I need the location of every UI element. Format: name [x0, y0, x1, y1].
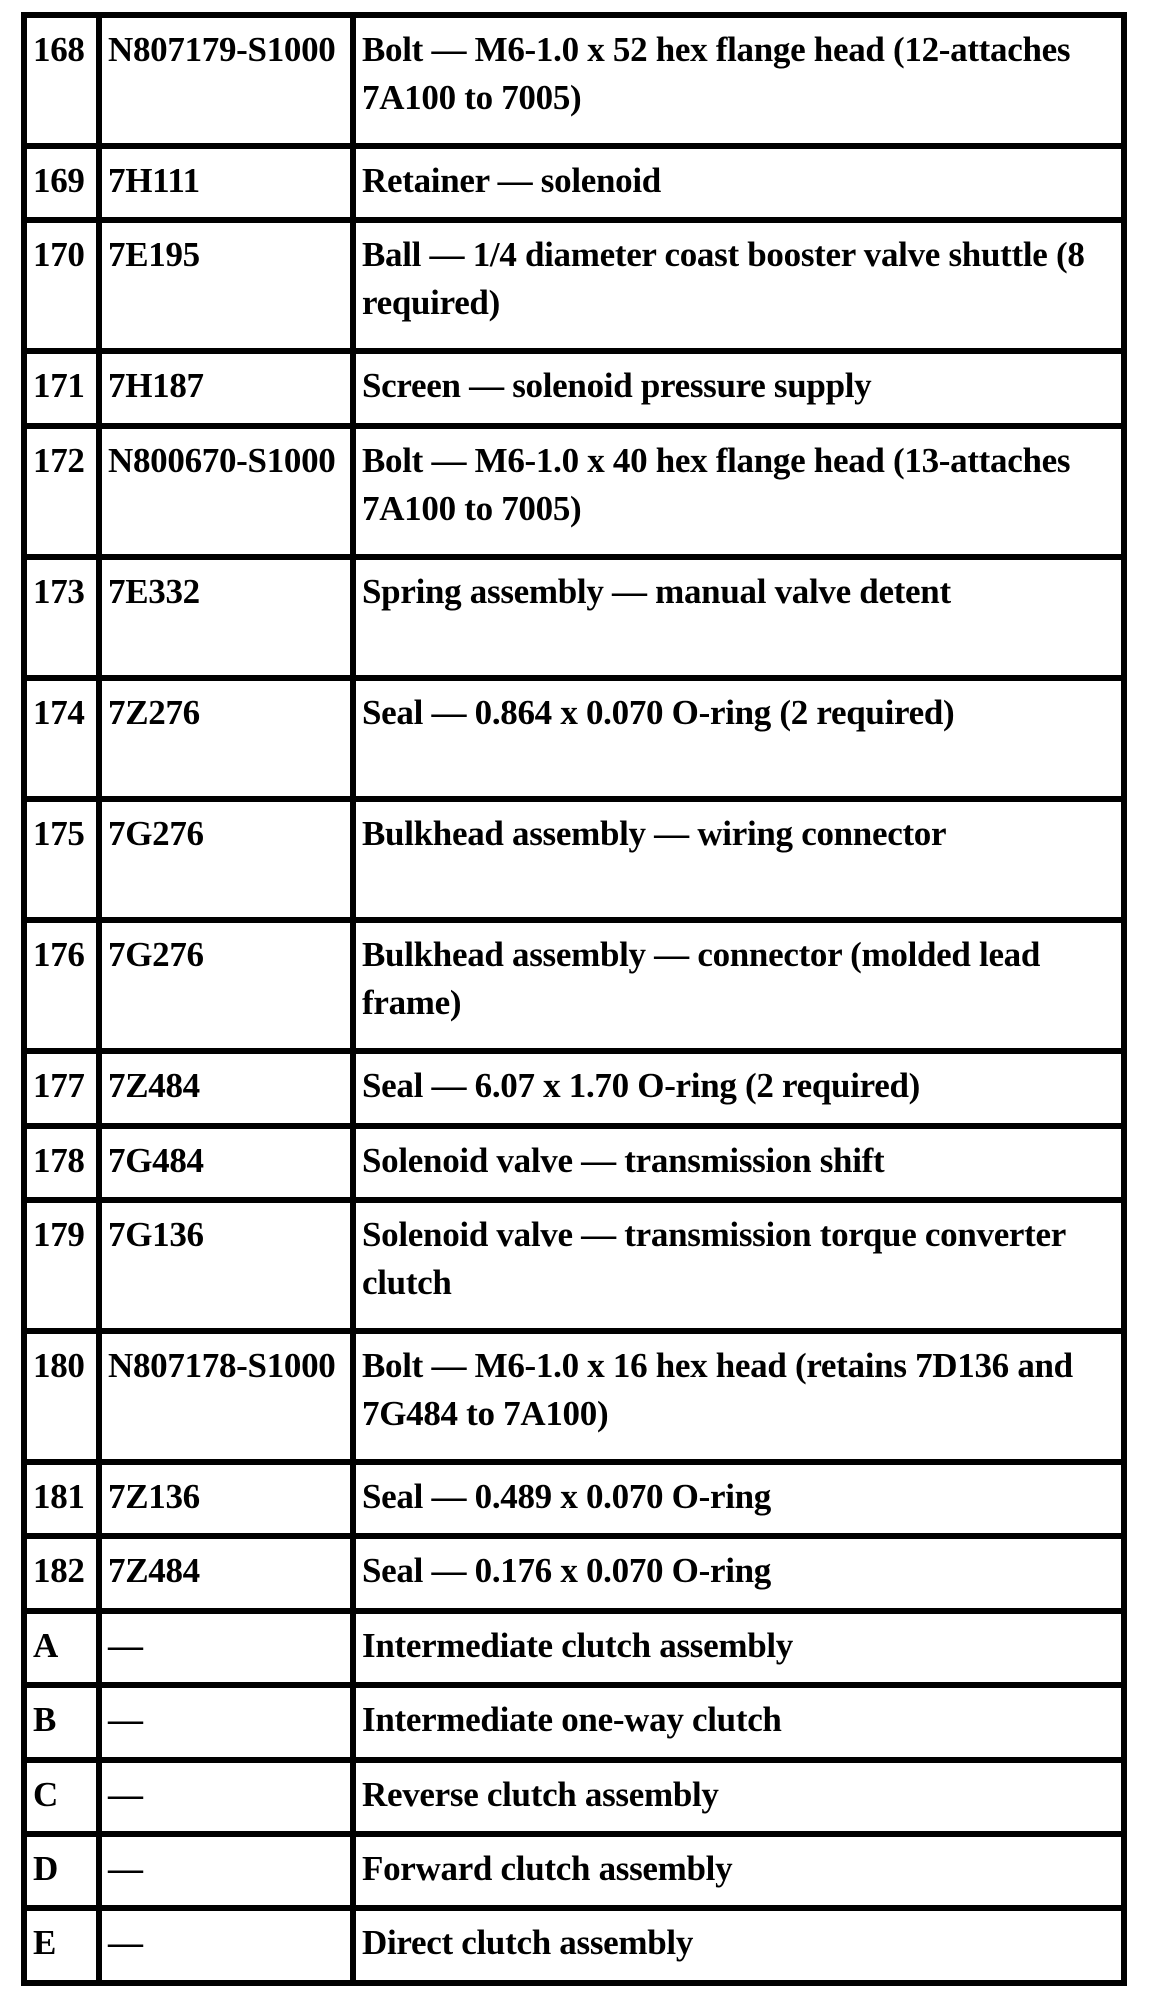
description-cell: Solenoid valve — transmission shift [356, 1129, 1121, 1197]
item-number-cell: 173 [27, 560, 96, 675]
table-row [27, 354, 1121, 422]
table-row [27, 223, 1121, 348]
description-cell: Ball — 1/4 diameter coast booster valve shuttle (8 required) [356, 223, 1121, 348]
item-number-cell: 175 [27, 802, 96, 917]
table-row [27, 1334, 1121, 1459]
description-cell: Bolt — M6-1.0 x 16 hex head (retains 7D136 and 7G484 to 7A100) [356, 1334, 1121, 1459]
part-number-cell: 7Z276 [102, 681, 350, 796]
description-cell: Direct clutch assembly [356, 1911, 1121, 1980]
part-number-cell: N807178-S1000 [102, 1334, 350, 1459]
table-row [27, 1539, 1121, 1607]
part-number-cell: — [102, 1763, 350, 1831]
table-row [27, 802, 1121, 917]
description-cell: Forward clutch assembly [356, 1837, 1121, 1905]
description-cell: Seal — 0.489 x 0.070 O-ring [356, 1465, 1121, 1533]
part-number-cell: 7G276 [102, 923, 350, 1048]
table-row [27, 1203, 1121, 1328]
table-row [27, 1911, 1121, 1980]
item-number-cell: 178 [27, 1129, 96, 1197]
description-cell: Spring assembly — manual valve detent [356, 560, 1121, 675]
table-row [27, 1054, 1121, 1122]
description-cell: Bulkhead assembly — connector (molded lead frame) [356, 923, 1121, 1048]
item-number-cell: 174 [27, 681, 96, 796]
part-number-cell: 7E195 [102, 223, 350, 348]
description-cell: Screen — solenoid pressure supply [356, 354, 1121, 422]
item-number-cell: 170 [27, 223, 96, 348]
part-number-cell: 7Z136 [102, 1465, 350, 1533]
description-cell: Seal — 0.864 x 0.070 O-ring (2 required) [356, 681, 1121, 796]
description-cell: Seal — 0.176 x 0.070 O-ring [356, 1539, 1121, 1607]
description-cell: Bolt — M6-1.0 x 52 hex flange head (12-attaches 7A100 to 7005) [356, 18, 1121, 143]
item-number-cell: 169 [27, 149, 96, 217]
part-number-cell: 7H111 [102, 149, 350, 217]
part-number-cell: 7Z484 [102, 1054, 350, 1122]
table-row [27, 1688, 1121, 1756]
description-cell: Reverse clutch assembly [356, 1763, 1121, 1831]
table-row [27, 1763, 1121, 1831]
description-cell: Solenoid valve — transmission torque converter clutch [356, 1203, 1121, 1328]
item-number-cell: 180 [27, 1334, 96, 1459]
part-number-cell: 7G276 [102, 802, 350, 917]
table-row [27, 1614, 1121, 1682]
part-number-cell: — [102, 1688, 350, 1756]
item-number-cell: B [27, 1688, 96, 1756]
part-number-cell: 7H187 [102, 354, 350, 422]
table-row [27, 429, 1121, 554]
description-cell: Bolt — M6-1.0 x 40 hex flange head (13-attaches 7A100 to 7005) [356, 429, 1121, 554]
part-number-cell: — [102, 1911, 350, 1980]
description-cell: Intermediate one-way clutch [356, 1688, 1121, 1756]
parts-list-table [21, 12, 1127, 1986]
item-number-cell: 168 [27, 18, 96, 143]
part-number-cell: — [102, 1614, 350, 1682]
part-number-cell: — [102, 1837, 350, 1905]
item-number-cell: 179 [27, 1203, 96, 1328]
table-row [27, 560, 1121, 675]
item-number-cell: 177 [27, 1054, 96, 1122]
part-number-cell: 7Z484 [102, 1539, 350, 1607]
item-number-cell: D [27, 1837, 96, 1905]
parts-list-body [27, 18, 1121, 1980]
item-number-cell: A [27, 1614, 96, 1682]
part-number-cell: N807179-S1000 [102, 18, 350, 143]
part-number-cell: 7G484 [102, 1129, 350, 1197]
table-row [27, 18, 1121, 143]
item-number-cell: E [27, 1911, 96, 1980]
table-row [27, 149, 1121, 217]
item-number-cell: 171 [27, 354, 96, 422]
table-row [27, 1465, 1121, 1533]
table-row [27, 1837, 1121, 1905]
item-number-cell: 172 [27, 429, 96, 554]
part-number-cell: 7G136 [102, 1203, 350, 1328]
description-cell: Retainer — solenoid [356, 149, 1121, 217]
table-row [27, 681, 1121, 796]
part-number-cell: 7E332 [102, 560, 350, 675]
part-number-cell: N800670-S1000 [102, 429, 350, 554]
table-row [27, 1129, 1121, 1197]
table-row [27, 923, 1121, 1048]
description-cell: Bulkhead assembly — wiring connector [356, 802, 1121, 917]
item-number-cell: C [27, 1763, 96, 1831]
description-cell: Intermediate clutch assembly [356, 1614, 1121, 1682]
description-cell: Seal — 6.07 x 1.70 O-ring (2 required) [356, 1054, 1121, 1122]
item-number-cell: 182 [27, 1539, 96, 1607]
parts-list-table-frame [21, 12, 1127, 1986]
item-number-cell: 176 [27, 923, 96, 1048]
item-number-cell: 181 [27, 1465, 96, 1533]
